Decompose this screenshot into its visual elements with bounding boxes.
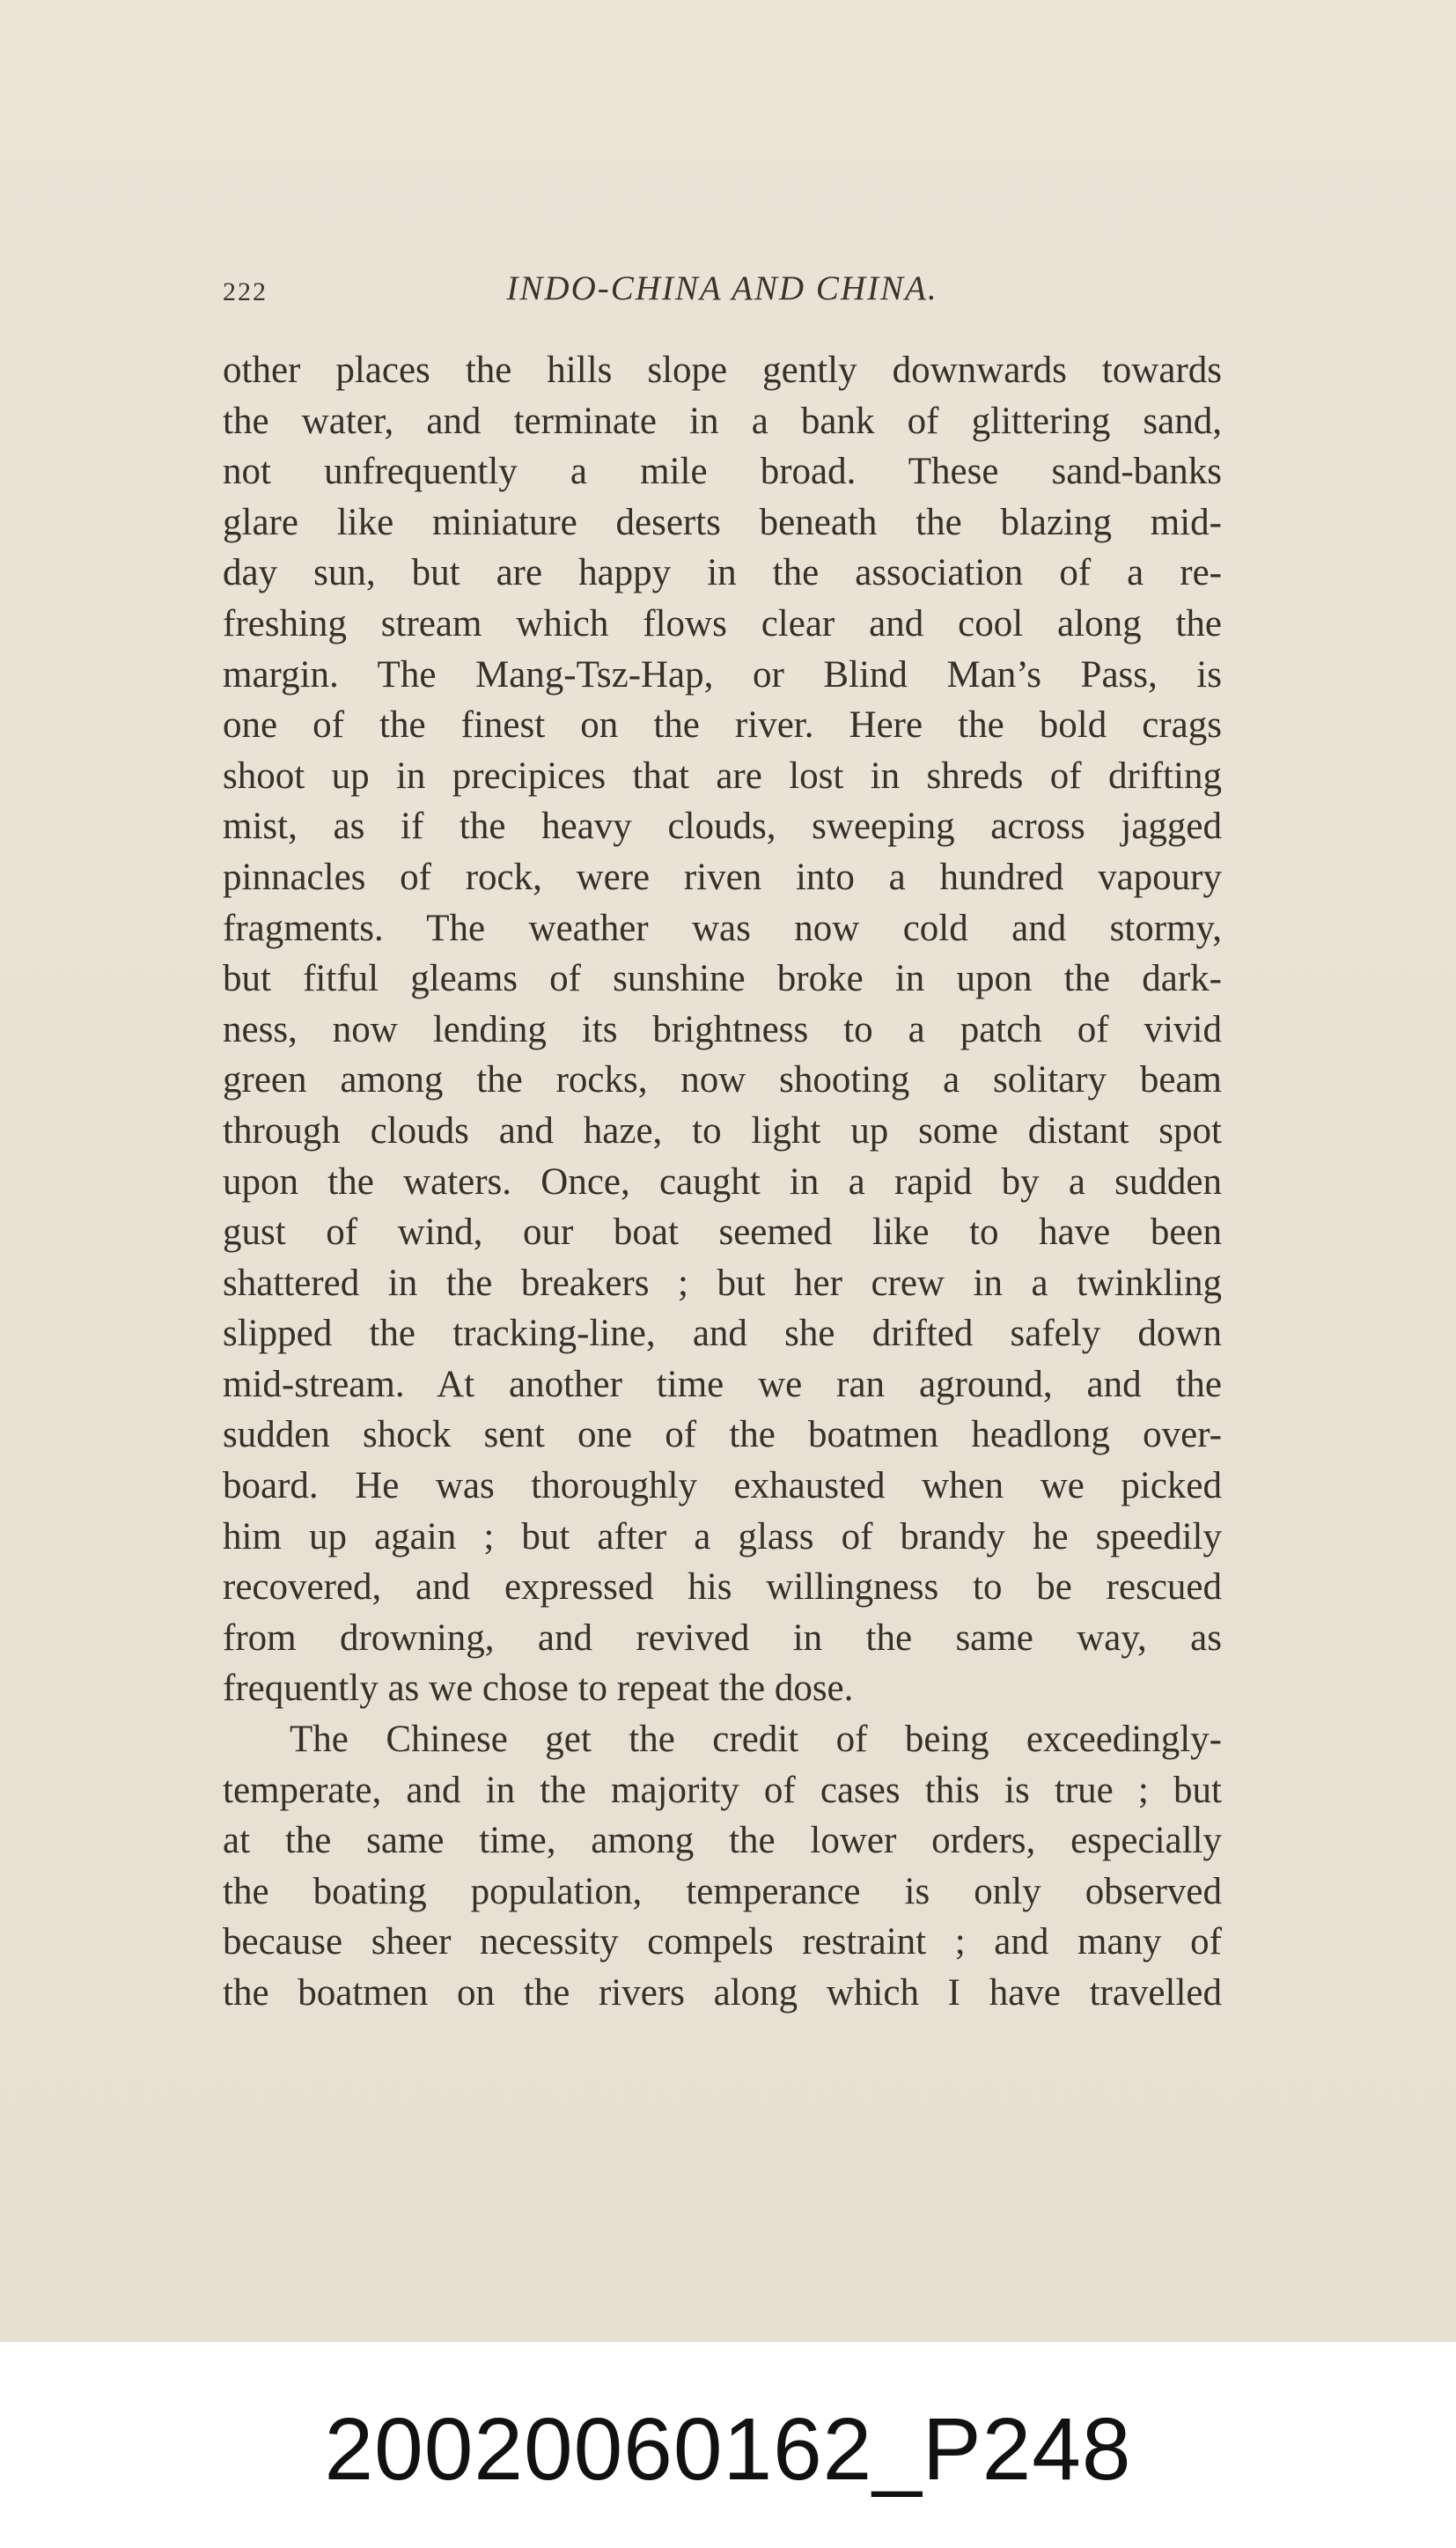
- text-line: sudden shock sent one of the boatmen headlong over-: [223, 1414, 1222, 1456]
- page-number: 222: [223, 277, 268, 306]
- text-line: pinnacles of rock, were riven into a hundred vapoury: [223, 856, 1222, 898]
- text-line: the boating population, temperance is only observed: [223, 1870, 1222, 1912]
- text-line: temperate, and in the majority of cases this is true ; but: [223, 1769, 1222, 1811]
- text-line: mid-stream. At another time we ran aground, and the: [223, 1363, 1222, 1405]
- catalog-id: 20020060162_P248: [324, 2400, 1132, 2499]
- text-line: through clouds and haze, to light up some distant spot: [223, 1109, 1222, 1152]
- text-line: other places the hills slope gently downwards towards: [223, 350, 1222, 391]
- text-line: green among the rocks, now shooting a solitary beam: [223, 1059, 1222, 1101]
- text-line: upon the waters. Once, caught in a rapid by a sudden: [223, 1160, 1222, 1203]
- running-title: INDO-CHINA AND CHINA.: [506, 269, 938, 307]
- text-line: ness, now lending its brightness to a patch of vivid: [223, 1008, 1222, 1050]
- text-line: not unfrequently a mile broad. These sand-banks: [223, 451, 1222, 493]
- text-line: day sun, but are happy in the association of a re-: [223, 552, 1222, 594]
- text-line: because sheer necessity compels restraint ; and many of: [223, 1921, 1222, 1963]
- text-line: shattered in the breakers ; but her crew in a twinkling: [223, 1262, 1222, 1304]
- text-line: one of the finest on the river. Here the bold crags: [223, 704, 1222, 747]
- body-text: [223, 345, 1222, 2019]
- footer-strip: [0, 2342, 1456, 2548]
- text-line: shoot up in precipices that are lost in shreds of drifting: [223, 755, 1222, 797]
- text-line: him up again ; but after a glass of brandy he speedily: [223, 1515, 1222, 1558]
- text-line: at the same time, among the lower orders, especially: [223, 1820, 1222, 1862]
- text-line: slipped the tracking-line, and she drifted safely down: [223, 1313, 1222, 1355]
- text-line: The Chinese get the credit of being exceedingly-: [290, 1719, 1222, 1761]
- text-line: margin. The Mang-Tsz-Hap, or Blind Man’s Pass, is: [223, 653, 1222, 696]
- text-line: but fitful gleams of sunshine broke in upon the dark-: [223, 958, 1222, 1000]
- text-line: board. He was thoroughly exhausted when we picked: [223, 1465, 1222, 1507]
- text-line: fragments. The weather was now cold and stormy,: [223, 907, 1222, 949]
- text-line: freshing stream which flows clear and cool along the: [223, 602, 1222, 644]
- text-line: the water, and terminate in a bank of glittering sand,: [223, 400, 1222, 442]
- text-line: the boatmen on the rivers along which I have travelled: [223, 1972, 1222, 2014]
- text-line: frequently as we chose to repeat the dose.: [223, 1668, 854, 1710]
- text-line: mist, as if the heavy clouds, sweeping across jagged: [223, 806, 1222, 848]
- text-line: from drowning, and revived in the same way, as: [223, 1616, 1222, 1659]
- text-line: glare like miniature deserts beneath the blazing mid-: [223, 501, 1222, 543]
- text-line: recovered, and expressed his willingness to be rescued: [223, 1566, 1222, 1609]
- text-line: gust of wind, our boat seemed like to have been: [223, 1211, 1222, 1254]
- page-header: [223, 269, 1222, 313]
